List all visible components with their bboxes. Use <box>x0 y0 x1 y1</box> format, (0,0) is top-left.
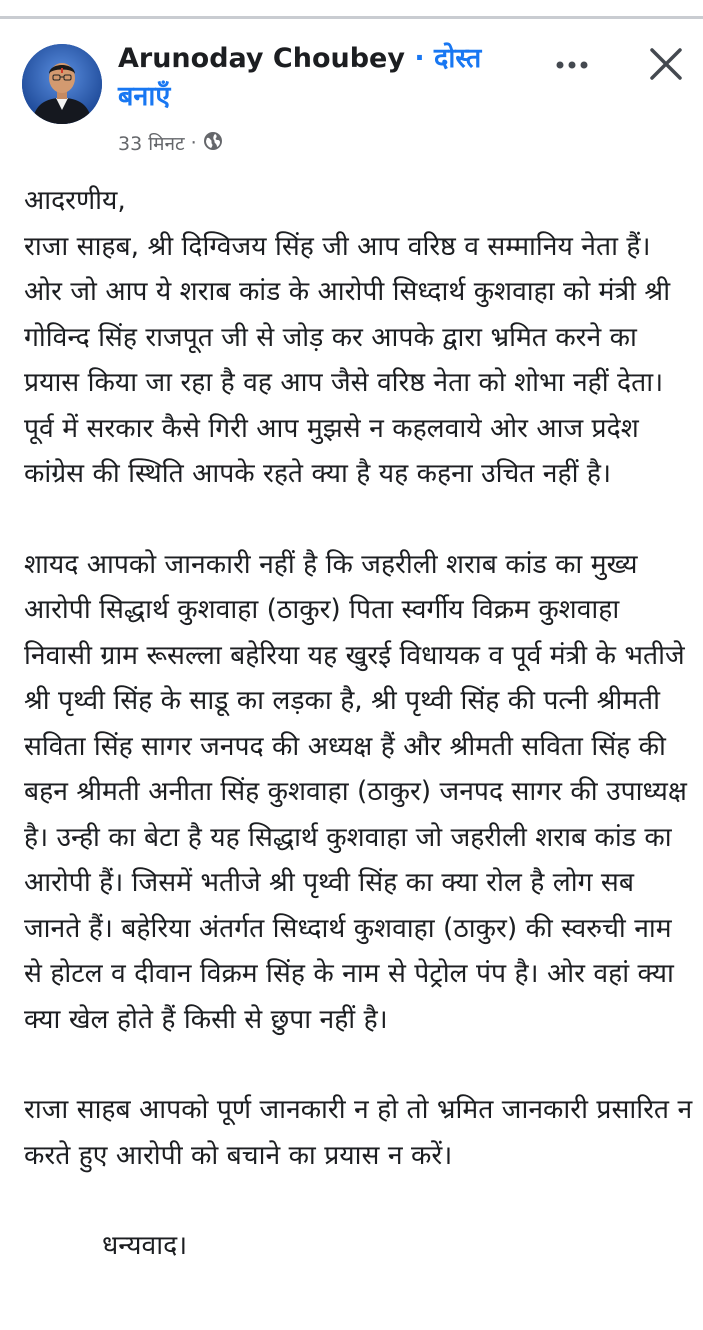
avatar[interactable] <box>22 44 102 124</box>
more-options-icon <box>554 60 590 70</box>
post-greeting: आदरणीय, <box>24 185 126 216</box>
avatar-image <box>22 44 102 124</box>
post-body <box>24 178 694 1269</box>
top-divider <box>0 16 703 19</box>
post-meta <box>118 130 223 156</box>
post-header <box>0 20 703 160</box>
more-options-button[interactable] <box>552 50 592 80</box>
post-paragraph-2: शायद आपको जानकारी नहीं है कि जहरीली शराब कांड का मुख्य आरोपी सिद्धार्थ कुशवाहा (ठाकुर) पिता स्वर्गीय विक्रम कुशवाहा निवासी ग्राम रूसल्ला बहेरिया यह खुरई विधायक व पूर्व मंत्री के भतीजे श्री पृथ्वी सिंह के साडू का लड़का है, श्री पृथ्वी सिंह की पत्नी श्रीमती सविता सिंह सागर जनपद की अध्यक्ष हैं और श्रीमती सविता सिंह की बहन श्रीमती अनीता सिंह कुशवाहा (ठाकुर) जनपद सागर की उपाध्यक्ष है। उन्ही का बेटा है यह सिद्धार्थ कुशवाहा जो जहरीली शराब कांड का आरोपी हैं। जिसमें भतीजे श्री पृथ्वी सिंह का क्या रोल है लोग सब जानते हैं। बहेरिया अंतर्गत सिध्दार्थ कुशवाहा (ठाकुर) की स्वरुची नाम से होटल व दीवान विक्रम सिंह के नाम से पेट्रोल पंप है। ओर वहां क्या क्या खेल होते हैं किसी से छुपा नहीं है। <box>24 548 687 1035</box>
paragraph-gap <box>24 1178 694 1223</box>
close-button[interactable] <box>642 40 690 88</box>
add-friend-link[interactable]: दोस्त बनाएँ <box>118 43 482 112</box>
post-paragraph-1: राजा साहब, श्री दिग्विजय सिंह जी आप वरिष्ठ व सम्मानिय नेता हैं। ओर जो आप ये शराब कांड के आरोपी सिध्दार्थ कुशवाहा को मंत्री श्री गोविन्द सिंह राजपूत जी से जोड़ कर आपके द्वारा भ्रमित करने का प्रयास किया जा रहा है वह आप जैसे वरिष्ठ नेता को शोभा नहीं देता। पूर्व में सरकार कैसे गिरी आप मुझसे न कहलवाये ओर आज प्रदेश कांग्रेस की स्थिति आपके रहते क्या है यह कहना उचित नहीं है। <box>24 230 671 489</box>
post-signoff: धन्यवाद। <box>102 1230 188 1261</box>
paragraph-gap <box>24 497 694 542</box>
globe-icon <box>203 131 223 156</box>
name-separator: · <box>414 43 425 74</box>
post-paragraph-3: राजा साहब आपको पूर्ण जानकारी न हो तो भ्रमित जानकारी प्रसारित न करते हुए आरोपी को बचाने का प्रयास न करें। <box>24 1094 693 1171</box>
author-line <box>118 40 518 116</box>
meta-separator: · <box>190 132 197 154</box>
post-time[interactable]: 33 मिनट <box>118 133 185 155</box>
paragraph-gap <box>24 1042 694 1087</box>
close-icon <box>642 40 690 88</box>
author-name[interactable]: Arunoday Choubey <box>118 43 405 74</box>
